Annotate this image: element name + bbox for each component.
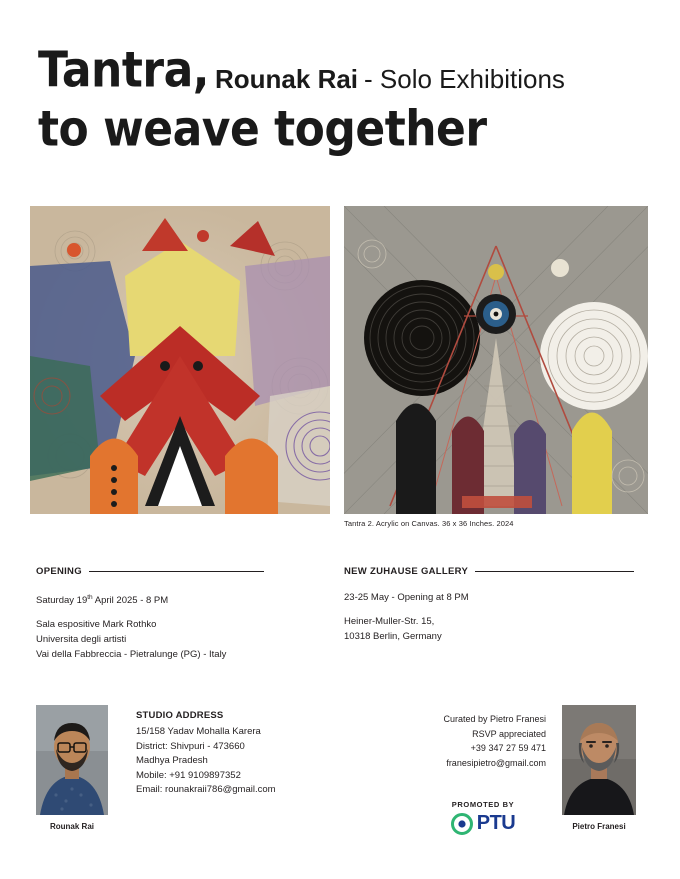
- gallery-heading-label: NEW ZUHAUSE GALLERY: [344, 566, 469, 577]
- studio-address-title: STUDIO ADDRESS: [136, 710, 224, 721]
- avatar-curator: [562, 705, 636, 815]
- gallery-info: [344, 566, 634, 644]
- gallery-address-line-2: 10318 Berlin, Germany: [344, 631, 442, 642]
- studio-address-line-1: 15/158 Yadav Mohalla Karera: [136, 726, 261, 737]
- studio-address-line-2: District: Shivpuri - 473660: [136, 740, 245, 752]
- curator-email[interactable]: franesipietro@gmail.com: [446, 757, 546, 768]
- promoted-by-block: [420, 800, 546, 835]
- studio-mobile: Mobile: +91 9109897352: [136, 769, 241, 781]
- studio-email[interactable]: Email: rounakraii786@gmail.com: [136, 784, 276, 795]
- artwork-left: [30, 206, 330, 514]
- avatar-curator-label: Pietro Franesi: [572, 822, 626, 831]
- avatar-artist-image: [36, 705, 108, 815]
- opening-heading-label: OPENING: [36, 566, 82, 577]
- gallery-heading: [344, 566, 634, 577]
- opening-venue-line-2: Universita degli artisti: [36, 634, 127, 646]
- gallery-address-line-1: Heiner-Muller-Str. 15,: [344, 616, 435, 627]
- ptu-logo[interactable]: [420, 812, 546, 835]
- gallery-dates: 23-25 May - Opening at 8 PM: [344, 592, 469, 603]
- opening-venue-line-1: Sala espositive Mark Rothko: [36, 619, 157, 631]
- curated-by: Curated by Pietro Franesi: [443, 714, 546, 724]
- title-artist-name: Rounak Rai: [215, 64, 359, 94]
- title-line-one: [38, 41, 648, 99]
- rsvp-note: RSVP appreciated: [472, 728, 546, 739]
- opening-heading-rule: [89, 571, 264, 572]
- opening-venue-line-3: Vai della Fabbreccia - Pietralunge (PG) - Italy: [36, 649, 227, 661]
- opening-date-suffix: th: [87, 594, 93, 601]
- page-title: [38, 41, 648, 158]
- title-subtitle: - Solo Exhibitions: [364, 64, 565, 94]
- gallery-heading-rule: [475, 571, 634, 572]
- curator-contact-block: [360, 712, 546, 770]
- opening-date-text: Saturday 19: [36, 595, 88, 607]
- avatar-artist-label: Rounak Rai: [49, 822, 94, 831]
- title-line-two: to weave together: [38, 100, 487, 158]
- title-word-tantra: Tantra,: [38, 41, 209, 99]
- opening-info: [36, 566, 326, 662]
- ptu-mark-icon: [451, 813, 473, 835]
- promoted-by-label: PROMOTED BY: [451, 800, 515, 809]
- studio-address-line-3: Madhya Pradesh: [136, 755, 208, 766]
- curator-phone: +39 347 27 59 471: [470, 743, 546, 753]
- artwork-right-graphic: [344, 206, 648, 514]
- opening-heading: [36, 566, 326, 577]
- artwork-left-graphic: [30, 206, 330, 514]
- studio-address-block: [136, 710, 356, 798]
- artwork-caption: Tantra 2. Acrylic on Canvas. 36 x 36 Inches. 2024: [344, 519, 514, 528]
- avatar-curator-image: [562, 705, 636, 815]
- avatar-artist: [36, 705, 108, 815]
- opening-date: [36, 590, 326, 608]
- opening-date-rest: April 2025 - 8 PM: [92, 595, 169, 607]
- artwork-right: [344, 206, 648, 514]
- ptu-wordmark: PTU: [476, 812, 516, 834]
